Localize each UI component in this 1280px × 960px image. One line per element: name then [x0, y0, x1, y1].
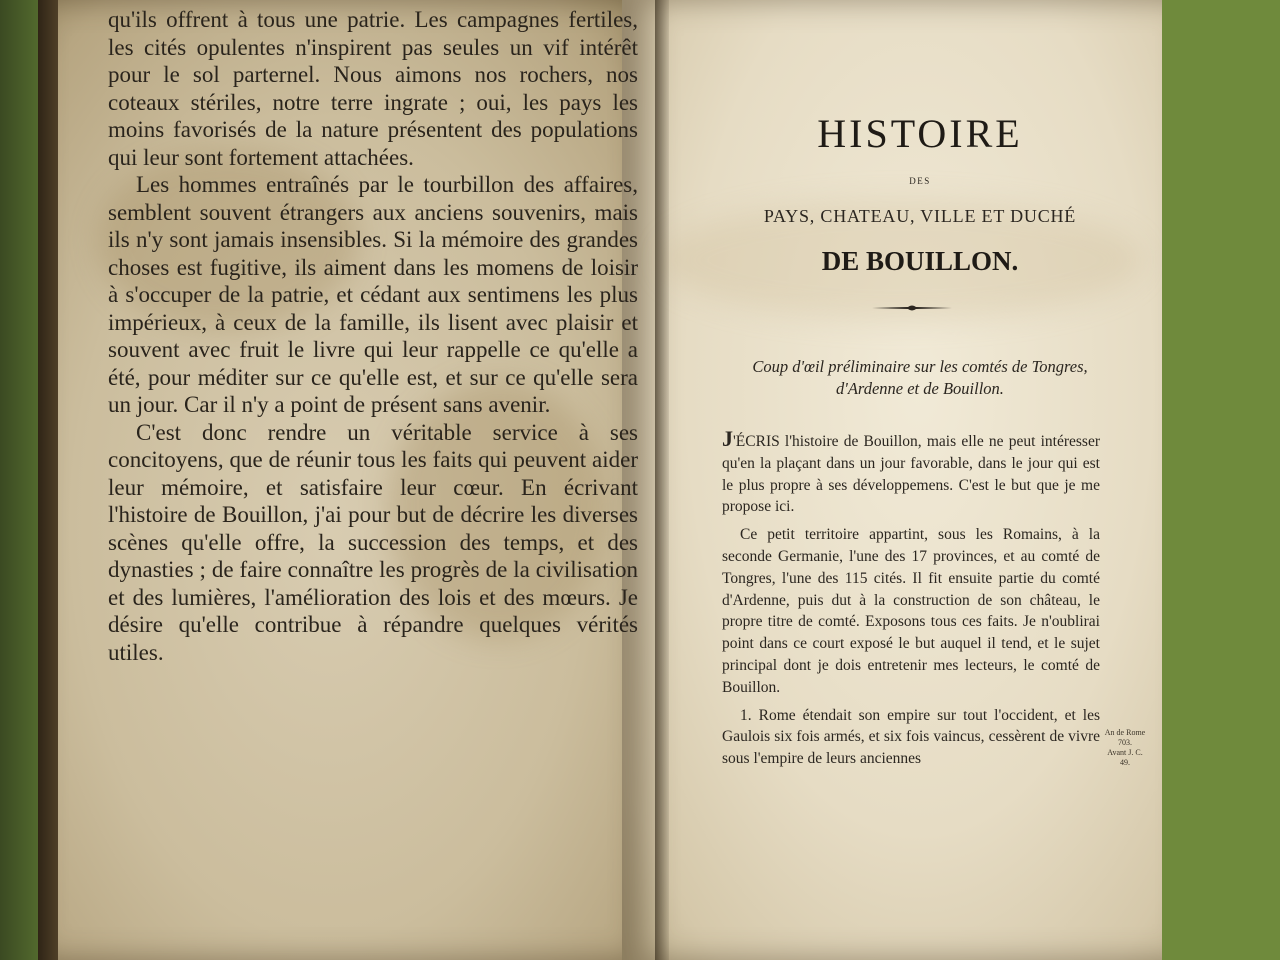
- left-paragraph: Les hommes entraînés par le tourbillon des affaires, semblent souvent étrangers aux anciens souvenirs, mais ils n'y sont jamais insensibles. Si la mémoire des grandes choses est fugitive, ils aiment dans les momens de loisir à s'occuper de la patrie, et cédant aux sentimens les plus impérieux, à ceux de la famille, ils lisent avec plaisir et souvent avec fruit le livre qui leur rappelle ce qu'elle a été, pour méditer sur ce qu'elle est, et sur ce qu'elle sera un jour. Car il n'y a point de présent sans avenir.: [108, 172, 638, 417]
- chapter-heading: Coup d'œil préliminaire sur les comtés de Tongres, d'Ardenne et de Bouillon.: [752, 357, 1088, 398]
- right-paragraph: [722, 428, 1100, 518]
- left-paragraph: C'est donc rendre un véritable service à ses concitoyens, que de réunir tous les faits qui peuvent aider leur mémoire, et satisfaire leur cœur. En écrivant l'histoire de Bouillon, j'ai pour but de décrire les diverses scènes qu'elle offre, la succession des temps, et des dynasties ; de faire connaître les progrès de la civilisation et des lumières, l'amélioration des lois et des mœurs. Je désire qu'elle contribue à répandre quelques vérités utiles.: [108, 419, 638, 665]
- ornament-divider-icon: [872, 304, 952, 312]
- paragraph-text: l'histoire de Bouillon, mais elle ne peut intéresser qu'en la plaçant dans un jour favorable, dans le jour qui est le plus propre à ses développemens. C'est le but que je me propose ici.: [722, 433, 1100, 516]
- book-title: HISTOIRE: [817, 111, 1023, 156]
- book-main-title: DE BOUILLON.: [821, 246, 1019, 276]
- right-body: [722, 428, 1100, 776]
- margin-note-line: An de Rome: [1104, 728, 1146, 737]
- margin-note: [1094, 728, 1156, 768]
- book-gutter: [655, 0, 669, 960]
- margin-note-line: 703.: [1118, 738, 1132, 747]
- left-page-text: [108, 6, 638, 666]
- right-paragraph: 1. Rome étendait son empire sur tout l'occident, et les Gaulois six fois armés, et six fois vaincus, cessèrent de vivre sous l'empire de leurs anciennes: [722, 706, 1100, 768]
- drop-cap: J: [722, 426, 733, 451]
- margin-note-line: Avant J. C.: [1107, 748, 1143, 757]
- first-word: 'ÉCRIS: [733, 433, 780, 450]
- title-des: DES: [909, 176, 931, 186]
- right-paragraph: Ce petit territoire appartint, sous les Romains, à la seconde Germanie, l'une des 17 provinces, et au comté de Tongres, l'une des 115 cités. Il fit ensuite partie du comté d'Ardenne, puis dut à la construction de son château, le propre titre de comté. Exposons tous ces faits. Je n'oublirai point dans ce court exposé le but auquel il tend, et le sujet principal dont je dois entretenir mes lecteurs, le comté de Bouillon.: [722, 526, 1100, 696]
- left-paragraph: qu'ils offrent à tous une patrie. Les campagnes fertiles, les cités opulentes n'inspirent pas seules un vif intérêt pour le sol parternel. Nous aimons nos rochers, nos coteaux stériles, notre terre ingrate ; oui, les pays les moins favorisés de la nature présentent des populations qui leur sont fortement attachées.: [108, 7, 638, 170]
- book-subtitle: PAYS, CHATEAU, VILLE ET DUCHÉ: [763, 206, 1077, 226]
- margin-note-line: 49.: [1120, 758, 1130, 767]
